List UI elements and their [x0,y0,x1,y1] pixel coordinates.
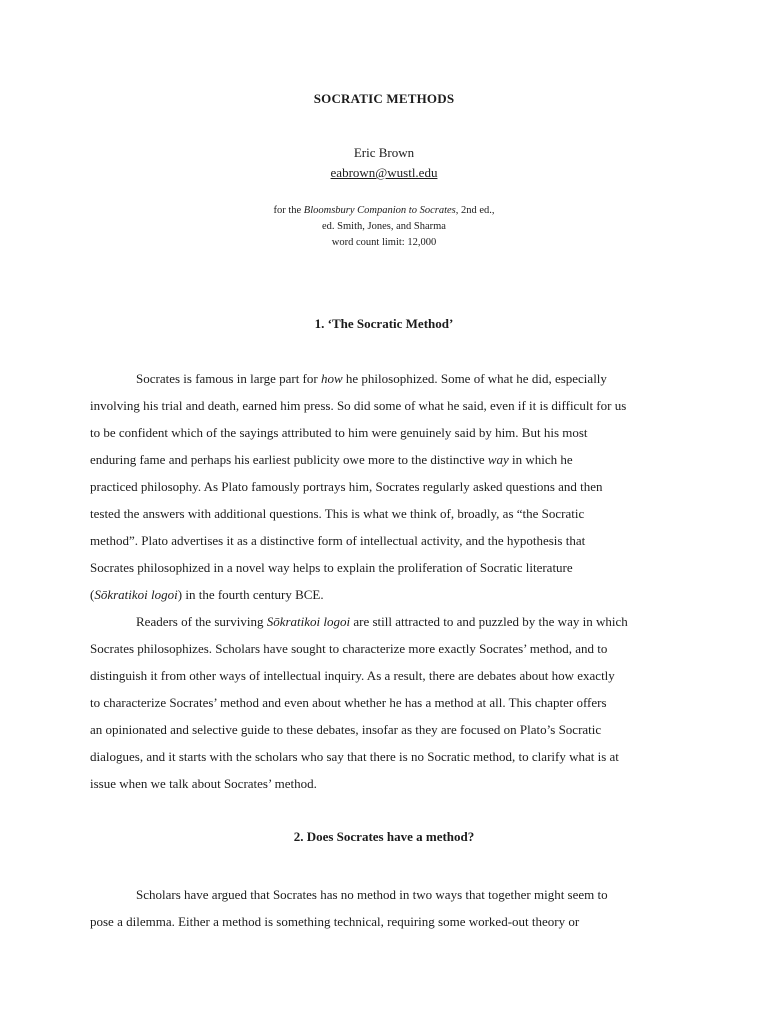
text-line: Readers of the surviving Sōkratikoi logoi are still attracted to and puzzled by the way in which [136,614,628,629]
body-paragraph [90,608,680,797]
text-line: (Sōkratikoi logoi) in the fourth century BCE. [90,587,324,602]
emphasis-text: way [487,452,509,467]
body-paragraph [90,881,680,935]
author-name: Eric Brown [353,145,415,160]
word-count-limit: word count limit: 12,000 [331,237,437,248]
text-line: distinguish it from other ways of intellectual inquiry. As a result, there are debates about how exactly [90,668,615,683]
emphasis-text: how [320,371,343,386]
text-line: to be confident which of the sayings attributed to him were genuinely said by him. But his most [90,425,588,440]
emphasis-text: Sōkratikoi logoi [266,614,351,629]
body-paragraph [90,365,680,608]
publication-note-prefix: for the [273,205,304,216]
publication-note-suffix: , 2nd ed., [455,205,495,216]
text-line: an opinionated and selective guide to these debates, insofar as they are focused on Plato’s Socratic [90,722,602,737]
emphasis-text: Sōkratikoi logoi [94,587,178,602]
text-line: dialogues, and it starts with the scholars who say that there is no Socratic method, to clarify what is at [90,749,619,764]
text-line: involving his trial and death, earned him press. So did some of what he said, even if it is difficult for us [90,398,627,413]
publication-note-line-1 [0,205,768,216]
text-line: Scholars have argued that Socrates has no method in two ways that together might seem to [136,887,608,902]
text-line: method”. Plato advertises it as a distinctive form of intellectual activity, and the hypothesis that [90,533,586,548]
text-line: to characterize Socrates’ method and even about whether he has a method at all. This chapter offers [90,695,607,710]
text-line: practiced philosophy. As Plato famously portrays him, Socrates regularly asked questions and then [90,479,603,494]
section-heading-1: 1. ‘The Socratic Method’ [314,316,454,331]
text-line: Socrates is famous in large part for how he philosophized. Some of what he did, especially [136,371,607,386]
publication-editors: ed. Smith, Jones, and Sharma [322,221,446,232]
text-line: issue when we talk about Socrates’ method. [90,776,317,791]
text-line: pose a dilemma. Either a method is something technical, requiring some worked-out theory or [90,914,580,929]
publication-book-title: Bloomsbury Companion to Socrates [303,205,456,216]
text-line: Socrates philosophizes. Scholars have sought to characterize more exactly Socrates’ method, and to [90,641,608,656]
text-line: enduring fame and perhaps his earliest publicity owe more to the distinctive way in which he [90,452,573,467]
text-line: tested the answers with additional questions. This is what we think of, broadly, as “the Socratic [90,506,585,521]
section-heading-2: 2. Does Socrates have a method? [293,829,475,844]
author-email-link[interactable]: eabrown@wustl.edu [330,165,438,180]
text-line: Socrates philosophized in a novel way helps to explain the proliferation of Socratic literature [90,560,573,575]
document-title: SOCRATIC METHODS [313,91,455,106]
